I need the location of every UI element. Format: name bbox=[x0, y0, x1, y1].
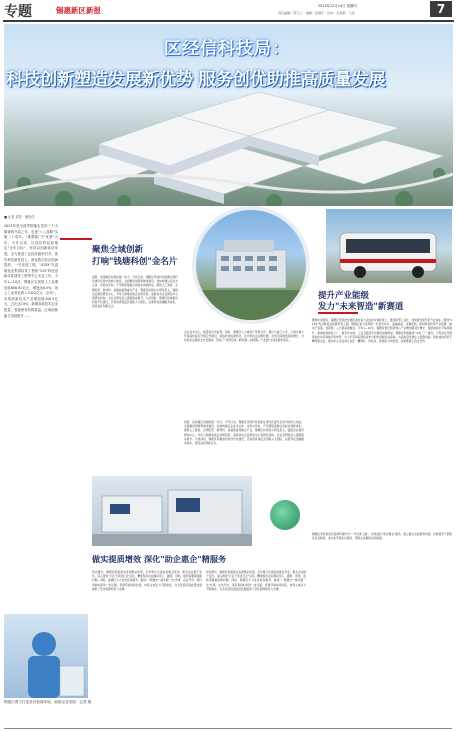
lab-worker-photo bbox=[4, 614, 88, 698]
banner-headline: 科技创新塑造发展新优势 服务创优助推高质量发展 bbox=[6, 70, 386, 90]
masthead-rule bbox=[3, 20, 454, 22]
lab-scene bbox=[4, 614, 88, 698]
factory-machine-photo bbox=[92, 476, 252, 546]
newspaper-logo: 锡惠新区新报 bbox=[56, 6, 101, 15]
bottom-rule bbox=[4, 728, 452, 729]
section2-body: 聚焦未来智造，锡惠区坚持把发展经济的着力点放在实体经济上，推进新型工业化，加快建设现代化产业体系。围绕"415X"先进制造业集群培育工程，锡惠区着力培育新一代信息技术、高端装备、生物医药、新材料等优势产业集群，推动产业链、创新链、人才链深度融合。今年1—10月，锡惠区数字经济核心产业增加值同比增长，智能制造水平持续提升，新增省级智能工厂、数字化车间，工业互联网平台建设成效明显。锡惠区积极推进"未来工厂"建设，引导企业开展智能化改造和数字化转型，全力打造具有国际竞争力的先进制造业基地，为高质量发展注入强劲动能。同时加快培育专精特新企业，推动中小企业向专业化、精细化、特色化、新颖化方向发展，在新赛道上抢占先机。 bbox=[312, 318, 452, 344]
section2-title-a: 提升产业能级 bbox=[318, 291, 370, 301]
bus-photo bbox=[326, 209, 452, 283]
bus-scene bbox=[326, 209, 452, 283]
photo-caption: 锡惠区着力打造良好营商环境，助推企业发展 · 记者 摄 bbox=[4, 700, 92, 704]
banner-kicker: 区经信科技局： bbox=[164, 39, 290, 59]
issue-date: 2023年12月14日 星期四 bbox=[318, 4, 357, 8]
page-number: 7 bbox=[430, 1, 452, 17]
banner-photo bbox=[4, 24, 453, 206]
section3-body-right: 同比增长。锡惠区积极落实各项惠企政策，全年累计兑现各类惠企资金，惠及企业数千家次。深入推进"万名干部进万企"活动，精准帮扶企业解决用工、融资、用地、能耗等要素保障问题。同时，锡惠区大力优化政务服务，推进"一网通办""最多跑一次"改革，企业开办、项目审批时间进一步压缩，营商环境持续改善，市场主体活力不断激发，为全区经济高质量发展提供了坚实保障和有力支撑。 bbox=[206, 570, 306, 591]
section1-body-right-cont: 创新，是钱塘区发展的第一动力。今年以来，锡惠区坚持科技创新在现代化建设全局中的核心地位，全面推进创新型城市建设，加快构建以企业为主体、市场为导向、产学研深度融合的技术创新体系。围绕人工智能、生物医药、新材料、高端装备等重点产业，锡惠区持续加大研发投入，鼓励企业建设研发中心，今年已新增省级企业研究院、高新技术企业研发中心等研发机构，全社会研发投入强度稳步提升。与此同时，锡惠区积极推动科创平台建设，引进培育高层次创新人才团队，完善科技金融服务体系，营造良好创新生态。 bbox=[184, 420, 304, 446]
decorative-globe-icon bbox=[270, 500, 300, 530]
section-label: 专题 bbox=[4, 4, 32, 20]
section1-title-a: 聚焦全域创新 bbox=[92, 245, 144, 255]
section1-body-left: 创新，是钱塘区发展的第一动力。今年以来，锡惠区坚持科技创新在现代化建设全局中的核心地位，全面推进创新型城市建设，加快构建以企业为主体、市场为导向、产学研深度融合的技术创新体系。围绕人工智能、生物医药、新材料、高端装备等重点产业，锡惠区持续加大研发投入，鼓励企业建设研发中心，今年已新增省级企业研究院、高新技术企业研发中心等研发机构，全社会研发投入强度稳步提升。与此同时，锡惠区积极推动科创平台建设，引进培育高层次创新人才团队，完善科技金融服务体系，营造良好创新生态。 bbox=[92, 275, 178, 309]
section1-title-rule bbox=[60, 238, 92, 240]
section2-title-rule bbox=[318, 312, 358, 314]
byline: ■ 记者 刘龙 · 徐佳佳 bbox=[4, 215, 35, 219]
section1-title-b: 打响"钱塘科创"金名片 bbox=[92, 257, 178, 267]
section1-body-right: 企业技术中心，数量居全市前列。同时，锡惠区大力推进产学研合作，累计与浙江大学、上海交通大学等高校院所开展合作项目，促成科技成果转化。区内科技企业孵化器、众创空间数量持续增长，为初创企业提供全方位服务，形成了"众创空间—孵化器—加速器—产业园"全链条孵化体系。 bbox=[184, 330, 304, 343]
editor-line: 责任编辑：陈玉人 · 编辑：孙翔宇 · 校对：张莉莉 · 王佳 bbox=[278, 11, 355, 15]
section3-body-far: 锡惠区坚持把优化营商环境作为"一号改革工程"，持续深化"助企惠企"服务。建立健全企业服务机制，实施领导干部联系企业制度，常态化开展走访服务，帮助企业解决实际困难。 bbox=[312, 532, 452, 541]
masthead bbox=[0, 0, 457, 20]
section3-body-left: 同比增长。锡惠区积极落实各项惠企政策，全年累计兑现各类惠企资金，惠及企业数千家次。深入推进"万名干部进万企"活动，精准帮扶企业解决用工、融资、用地、能耗等要素保障问题。同时，锡惠区大力优化政务服务，推进"一网通办""最多跑一次"改革，企业开办、项目审批时间进一步压缩，营商环境持续改善，市场主体活力不断激发，为全区经济高质量发展提供了坚实保障和有力支撑。 bbox=[92, 570, 202, 591]
intro-column: 2023年是全面贯彻落实党的二十大精神的开局之年，也是"八八战略"实施二十周年。"重塑新门户优势"五年，今年以来，区经信科技局锚定"全年目标"，坚持以创新驱动发展，全力推进工业经济稳步回升，抓牢科技研发投入，深化数字经济创新提质，一号发展工程，"415X"先进制造业集群培育工程和"315"科技创新体系建设工程等中心大局工作。今年1—10月，锡惠区实现规上工业增加值606.92亿元，增速达6.5%；规上工业营业收入2422亿元（全年）；实现高新技术产业增加值450.3亿元，占比达74%；新增高新技术企业数量，省级研发机构数量，区域创新能力持续提升…… bbox=[4, 224, 58, 318]
building-scene bbox=[196, 210, 306, 320]
machine-scene bbox=[92, 476, 252, 546]
section3-title: 做实提质增效 深化"助企惠企"精服务 bbox=[92, 554, 227, 564]
round-photo-building bbox=[192, 206, 310, 324]
section2-title-b: 发力"未来智造"新赛道 bbox=[318, 302, 404, 312]
